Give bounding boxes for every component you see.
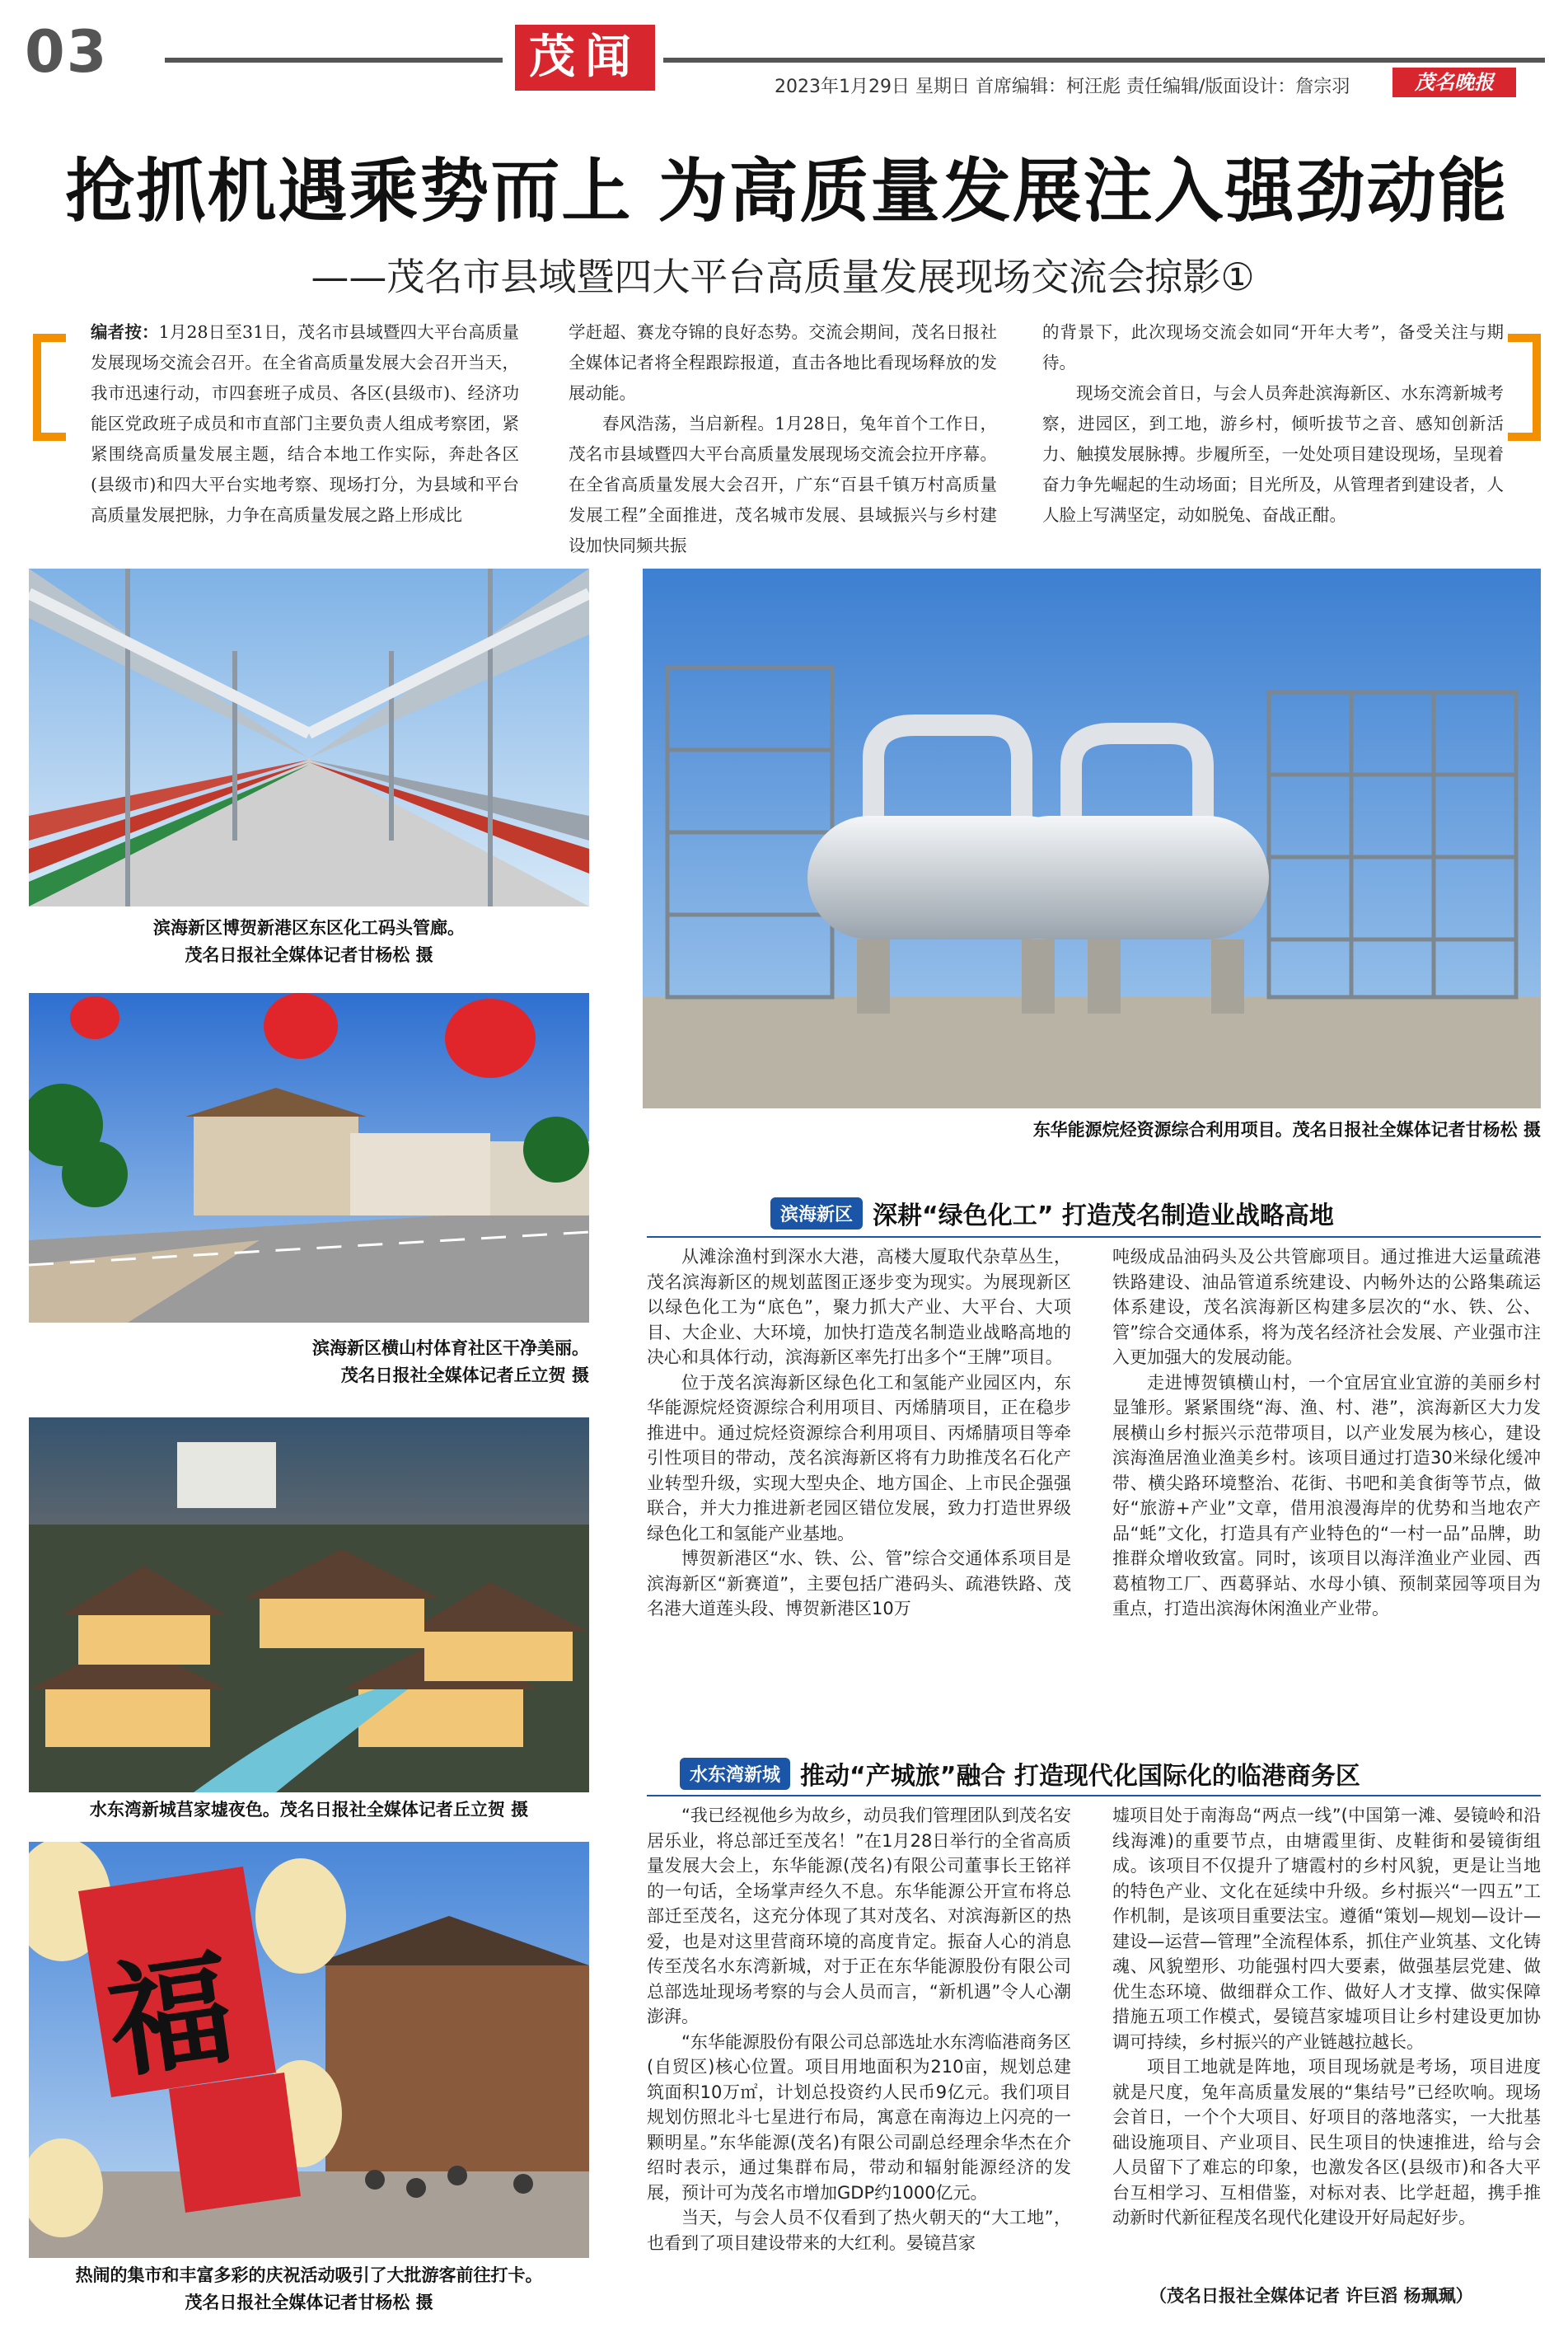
section-2-rule: [647, 1795, 1541, 1796]
photo-3-caption: [29, 1335, 589, 1389]
photo-1-caption-line-2: 茂名日报社全媒体记者甘杨松 摄: [185, 945, 433, 965]
editor-note-text-3b: 现场交流会首日，与会人员奔赴滨海新区、水东湾新城考察，进园区，到工地，游乡村，倾听拔节之音、感知创新活力、触摸发展脉搏。步履所至，一处处项目建设现场，呈现着奋力争先崛起的生动场面；目光所及，从管理者到建设者，人人脸上写满坚定，动如脱兔、奋战正酣。: [1042, 383, 1504, 525]
photo-3-caption-line-2: 茂名日报社全媒体记者丘立贺 摄: [340, 1365, 589, 1385]
page-subhead: ——茂名市县域暨四大平台高质量发展现场交流会掠影①: [311, 255, 1255, 299]
photo-1-caption-line-1: 滨海新区博贺新港区东区化工码头管廊。: [153, 918, 465, 938]
orange-bracket-left: [33, 334, 66, 441]
section-1-rule: [647, 1236, 1541, 1238]
section-1-heading: [770, 1195, 1334, 1231]
section-1-col-1: [647, 1244, 1071, 1622]
header-rule-left: [165, 58, 503, 63]
section-1-title: 深耕“绿色化工” 打造茂名制造业战略高地: [873, 1201, 1334, 1230]
article-byline: （茂名日报社全媒体记者 许巨滔 杨珮珮）: [1149, 2286, 1473, 2306]
editor-note-text-3a: 的背景下，此次现场交流会如同“开年大考”，备受关注与期待。: [1042, 322, 1504, 372]
photo-1-caption: [29, 915, 589, 969]
paper-logo: 茂名晚报: [1392, 68, 1516, 97]
page-number: 03: [25, 18, 109, 86]
editor-note-text-2b: 春风浩荡，当启新程。1月28日，兔年首个工作日，茂名市县域暨四大平台高质量发展现场交流会拉开序幕。在全省高质量发展大会召开，广东“百县千镇万村高质量发展工程”全面推进，茂名城市发展、县域振兴与乡村建设加快同频共振: [569, 414, 997, 555]
header-rule-right: [663, 58, 1545, 63]
photo-market-fu: [29, 1842, 589, 2258]
section-2-para: 当天，与会人员不仅看到了热火朝天的“大工地”，也看到了项目建设带来的大红利。晏镜莒家: [647, 2208, 1071, 2253]
section-2-para: “东华能源股份有限公司总部选址水东湾临港商务区(自贸区)核心位置。项目用地面积为210亩，规划总建筑面积10万㎡，计划总投资约人民币9亿元。我们项目规划仿照北斗七星进行布局，寓意在南海边上闪亮的一颗明星。”东华能源(茂名)有限公司副总经理余华杰在介绍时表示，通过集群布局，带动和辐射能源经济的发展，预计可为茂名市增加GDP约1000亿元。: [647, 2031, 1071, 2203]
section-1-para: 从滩涂渔村到深水大港，高楼大厦取代杂草丛生，茂名滨海新区的规划蓝图正逐步变为现实。为展现新区以绿色化工为“底色”，聚力抓大产业、大平台、大项目、大企业、大环境，加快打造茂名制造业战略高地的决心和具体行动，滨海新区率先打出多个“王牌”项目。: [647, 1247, 1071, 1367]
photo-5-caption-line-2: 茂名日报社全媒体记者甘杨松 摄: [185, 2293, 433, 2312]
section-tag: 茂闻: [515, 25, 655, 91]
section-1-para: 博贺新港区“水、铁、公、管”综合交通体系项目是滨海新区“新赛道”，主要包括广港码头、疏港铁路、茂名港大道莲头段、博贺新港区10万: [647, 1548, 1071, 1618]
section-2-para: 墟项目处于南海岛“两点一线”(中国第一滩、晏镜岭和沿线海滩)的重要节点，由塘霞里街、皮鞋街和晏镜街组成。该项目不仅提升了塘霞村的乡村风貌，更是让当地的特色产业、文化在延续中升级。乡村振兴“一四五”工作机制，是该项目重要法宝。遵循“策划—规划—设计—建设—运营—管理”全流程体系，抓住产业筑基、文化铸魂、风貌塑形、功能强村四大要素，做强基层党建、做优生态环境、做细群众工作、做好人才支撑、做实保障措施五项工作模式，晏镜莒家墟项目让乡村建设更加协调可持续，乡村振兴的产业链越拉越长。: [1112, 1806, 1541, 2052]
section-2-col-1: [647, 1803, 1071, 2255]
photo-4-caption: 水东湾新城莒家墟夜色。茂名日报社全媒体记者丘立贺 摄: [89, 1800, 529, 1820]
section-1-para: 走进博贺镇横山村，一个宜居宜业宜游的美丽乡村显雏形。紧紧围绕“海、渔、村、港”，滨海新区大力发展横山乡村振兴示范带项目，以产业发展为核心，建设滨海渔居渔业渔美乡村。该项目通过打造30米绿化缓冲带、横尖路环境整治、花街、书吧和美食街等节点，做好“旅游+产业”文章，借用浪漫海岸的优势和当地农产品“蚝”文化，打造具有产业特色的“一村一品”品牌，助推群众增收致富。同时，该项目以海洋渔业产业园、西葛植物工厂、西葛驿站、水母小镇、预制菜园等项目为重点，打造出滨海休闲渔业产业带。: [1112, 1372, 1541, 1618]
section-1-para: 位于茂名滨海新区绿色化工和氢能产业园区内，东华能源烷烃资源综合利用项目、丙烯腈项目，正在稳步推进中。通过烷烃资源综合利用项目、丙烯腈项目等牵引性项目的带动，茂名滨海新区将有力助推茂名石化产业转型升级，实现大型央企、地方国企、上市民企强强联合，并大力推进新老园区错位发展，致力打造世界级绿色化工和氢能产业基地。: [647, 1372, 1071, 1543]
photo-industrial-tanks: [643, 569, 1541, 1108]
section-2-col-2: [1112, 1803, 1541, 2231]
page-headline: 抢抓机遇乘势而上 为高质量发展注入强劲动能: [65, 151, 1509, 232]
fu-character: 福: [99, 1935, 242, 2096]
editor-note-col-2: [569, 317, 997, 561]
photo-2-caption: 东华能源烷烃资源综合利用项目。茂名日报社全媒体记者甘杨松 摄: [1032, 1120, 1541, 1140]
section-2-para: “我已经视他乡为故乡，动员我们管理团队到茂名安居乐业，将总部迁至茂名！”在1月28日举行的全省高质量发展大会上，东华能源(茂名)有限公司董事长王铭祥的一句话，全场掌声经久不息。东华能源公开宣布将总部迁至茂名，这充分体现了其对茂名、对滨海新区的热爱，也是对这里营商环境的高度肯定。振奋人心的消息传至茂名水东湾新城，对于正在东华能源股份有限公司总部选址现场考察的与会人员而言，“新机遇”令人心潮澎湃。: [647, 1806, 1071, 2026]
photo-night-town: [29, 1417, 589, 1792]
section-2-badge: 水东湾新城: [680, 1758, 790, 1790]
section-1-badge: 滨海新区: [770, 1197, 863, 1230]
section-2-heading: [680, 1755, 1360, 1792]
section-1-para: 吨级成品油码头及公共管廊项目。通过推进大运量疏港铁路建设、油品管道系统建设、内畅外达的公路集疏运体系建设，茂名滨海新区构建多层次的“水、铁、公、管”综合交通体系，将为茂名经济社会发展、产业强市注入更加强大的发展动能。: [1112, 1247, 1541, 1367]
photo-5-caption: [29, 2262, 589, 2316]
photo-5-caption-line-1: 热闹的集市和丰富多彩的庆祝活动吸引了大批游客前往打卡。: [75, 2265, 543, 2285]
editor-note-col-1: [91, 317, 519, 531]
section-1-col-2: [1112, 1244, 1541, 1622]
photo-3-caption-line-1: 滨海新区横山村体育社区干净美丽。: [312, 1338, 589, 1358]
editor-note-label: 编者按：: [91, 322, 159, 342]
editor-note-text-2a: 学赶超、赛龙夺锦的良好态势。交流会期间，茂名日报社全媒体记者将全程跟踪报道，直击各地比看现场释放的发展动能。: [569, 322, 997, 403]
section-2-para: 项目工地就是阵地，项目现场就是考场，项目进度就是尺度，兔年高质量发展的“集结号”已经吹响。现场会首日，一个个大项目、好项目的落地落实，一大批基础设施项目、产业项目、民生项目的快速推进，给与会人员留下了难忘的印象，也激发各区(县级市)和各大平台互相学习、互相借鉴，对标对表、比学赶超，携手推动新时代新征程茂名现代化建设开好局起好步。: [1112, 2057, 1541, 2227]
orange-bracket-right: [1508, 334, 1541, 441]
editor-note-text-1: 1月28日至31日，茂名市县域暨四大平台高质量发展现场交流会召开。在全省高质量发展大会召开当天，我市迅速行动，市四套班子成员、各区(县级市)、经济功能区党政班子成员和市直部门主要负责人组成考察团，紧紧围绕高质量发展主题，结合本地工作实际，奔赴各区(县级市)和四大平台实地考察、现场打分，为县域和平台高质量发展把脉，力争在高质量发展之路上形成比: [91, 322, 520, 525]
section-2-title: 推动“产城旅”融合 打造现代化国际化的临港商务区: [800, 1762, 1360, 1791]
photo-village-street: [29, 993, 589, 1323]
photo-pipe-gallery: [29, 569, 589, 906]
editor-note-col-3: [1042, 317, 1504, 531]
dateline: 2023年1月29日 星期日 首席编辑：柯汪彪 责任编辑/版面设计：詹宗羽: [775, 77, 1350, 97]
